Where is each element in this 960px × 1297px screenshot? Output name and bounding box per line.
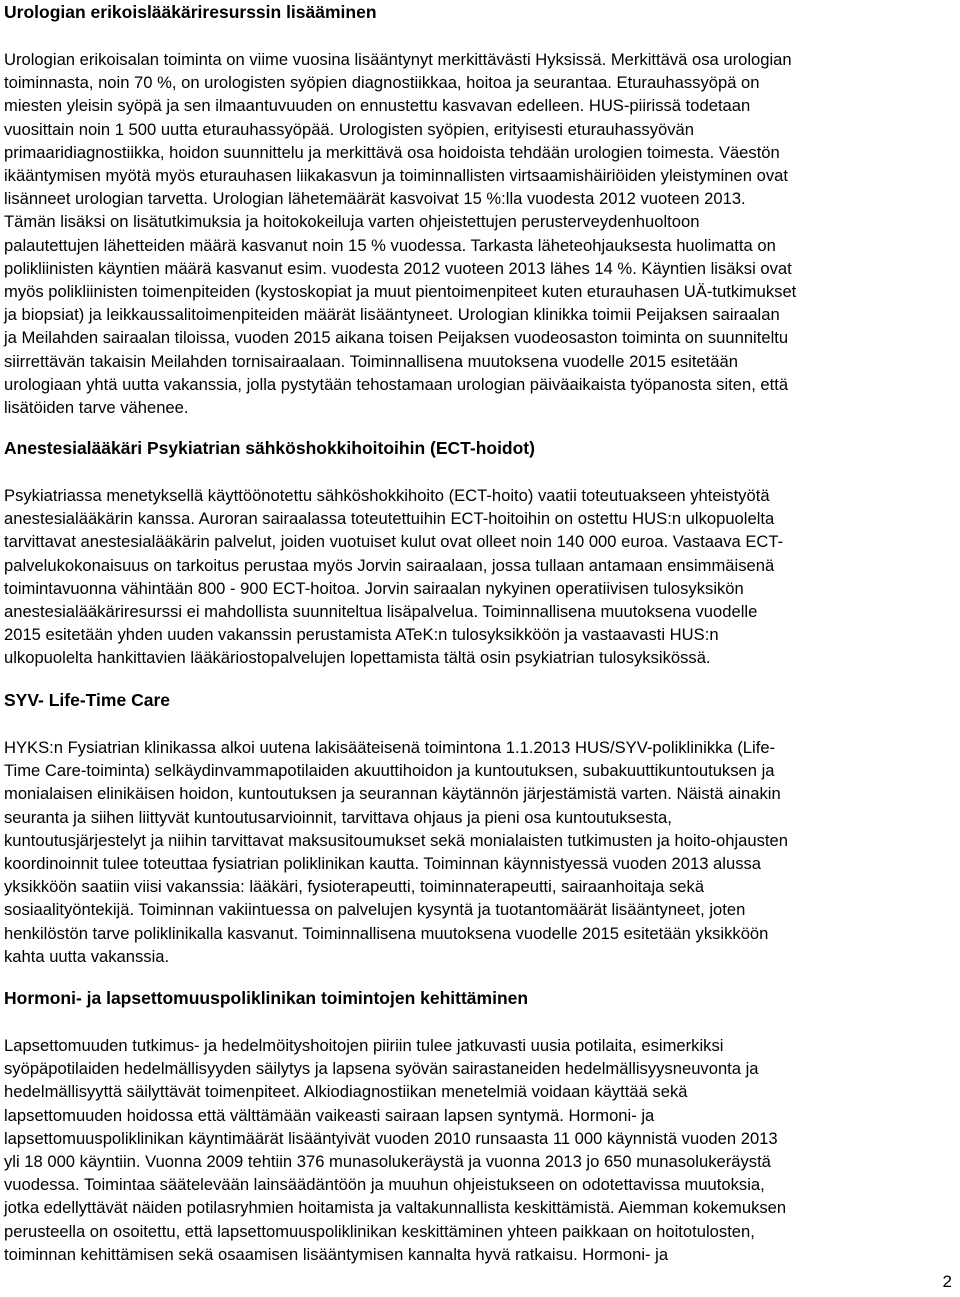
section-body-hormone [4,1034,954,1266]
text-line: lapsettomuuden hoidossa että välttämään vaikeasti sairaan lapsen syntymä. Hormoni- ja [4,1105,655,1125]
text-line: ulkopuolelta hankittavien lääkäriostopalvelujen lopettamista tältä osin psykiatrian tulosyksikössä. [4,648,711,668]
text-line: Lapsettomuuden tutkimus- ja hedelmöityshoitojen piiriin tulee jatkuvasti uusia potilaita, esimerkiksi [4,1036,724,1055]
text-line: Tämän lisäksi on lisätutkimuksia ja hoitokokeiluja varten ohjeistettujen perusterveydenhuoltoon [4,212,700,232]
text-line: lisätöiden tarve vähenee. [4,398,189,418]
text-line: Psykiatriassa menetyksellä käyttöönotettu sähköshokkihoito (ECT-hoito) vaatii toteutuakseen yhteistyötä [4,486,770,505]
text-line: polikliinisten käyntien määrä kasvanut esim. vuodesta 2012 vuoteen 2013 lähes 14 %. Käyntien lisäksi ovat [4,258,792,278]
text-line: henkilöstön tarve poliklinikalla kasvanut. Toiminnallisena muutoksena vuodelle 2015 esitetään yksikköön [4,923,769,943]
text-line: lapsettomuuspoliklinikan käyntimäärät lisääntyivät vuoden 2010 runsaasta 11 000 käynnistä vuoden 2013 [4,1128,778,1148]
text-line: anestesialääkärin kanssa. Auroran sairaalassa toteutettuihin ECT-hoitoihin on ostettu HUS:n ulkopuolelta [4,509,775,529]
text-line: HYKS:n Fysiatrian klinikassa alkoi uutena lakisääteisenä toimintona 1.1.2013 HUS/SYV-poliklinikka (Life- [4,738,776,757]
text-line: urologiaan yhtä uutta vakanssia, jolla pystytään tehostamaan urologian päiväaikaista työpanosta siten, että [4,374,789,394]
text-line: ja biopsiat) ja leikkaussalitoimenpiteiden määrät lisääntyneet. Urologian klinikka toimii Peijaksen sairaalan [4,305,780,325]
section-heading-urology: Urologian erikoislääkäriresurssin lisääminen [4,2,377,22]
section-heading-ect: Anestesialääkäri Psykiatrian sähköshokkihoitoihin (ECT-hoidot) [4,438,535,458]
text-line: hedelmällisyyttä säilyttävät toimenpiteet. Alkiodiagnostiikan menetelmiä voidaan käyttää sekä [4,1082,688,1102]
text-line: Time Care-toiminta) selkäydinvammapotilaiden akuuttihoidon ja kuntoutuksen, subakuuttikuntoutuksen ja [4,761,775,781]
text-line: toiminnan kehittämisen sekä osaamisen lisääntymisen kannalta hyvä ratkaisu. Hormoni- ja [4,1244,669,1264]
page-number: 2 [942,1272,952,1291]
section-heading-hormone: Hormoni- ja lapsettomuuspoliklinikan toimintojen kehittäminen [4,988,529,1008]
text-line: perusteella on osoitettu, että lapsettomuuspoliklinikan keskittäminen yhteen paikkaan on hoitotulosten, [4,1221,755,1241]
section-body-syv [4,736,954,968]
text-line: sosiaalityöntekijä. Toiminnan vakiintuessa on palvelujen kysyntä ja tuotantomäärät lisääntyneet, joten [4,900,746,920]
text-line: palautettujen lähetteiden määrä kasvanut noin 15 % vuodessa. Tarkasta läheteohjauksesta huolimatta on [4,235,776,255]
text-line: toiminnasta, noin 70 %, on urologisten syöpien diagnostiikkaa, hoitoa ja seurantaa. Eturauhassyöpä on [4,73,760,93]
text-line: palvelukokonaisuus on tarkoitus perustaa myös Jorvin sairaalaan, jossa tullaan antamaan ensimmäisenä [4,555,775,575]
text-line: yksikköön saatiin viisi vakanssia: lääkäri, fysioterapeutti, toiminnaterapeutti, sairaanhoitaja sekä [4,877,705,897]
text-line: anestesialääkäriresurssi ei mahdollista suunniteltua lisäpalvelua. Toiminnallisena muutoksena vuodelle [4,602,758,622]
text-line: syöpäpotilaiden hedelmällisyyden säilytys ja lapsena syövän sairastaneiden hedelmällisyysneuvonta ja [4,1059,759,1079]
text-line: ikääntymisen myötä myös eturauhasen liikakasvun ja toiminnallisten virtsaamishäiriöiden yleistyminen ovat [4,166,788,186]
text-line: primaaridiagnostiikka, hoidon suunnittelu ja merkittävä osa hoidoista tehdään urologien toimesta. Väestön [4,142,780,162]
text-line: toimintavuonna vähintään 800 - 900 ECT-hoitoa. Jorvin sairaalan nykyinen operatiivisen tulosyksikön [4,578,744,598]
text-line: vuosittain noin 1 500 uutta eturauhassyöpää. Urologisten syöpien, erityisesti eturauhassyövän [4,119,694,139]
section-heading-syv: SYV- Life-Time Care [4,690,170,710]
text-line: miesten yleisin syöpä ja sen ilmaantuvuuden on ennustettu kasvavan edelleen. HUS-piirissä todetaan [4,96,751,116]
text-line: seuranta ja siihen liittyvät kuntoutusarvioinnit, tarvittava ohjaus ja pieni osa kuntoutuksesta, [4,807,672,827]
text-line: jotka edellyttävät näiden potilasryhmien hoitamista ja valtakunnallista keskittämistä. Aiemman kokemuksen [4,1198,787,1218]
section-body-urology [4,48,954,419]
text-line: Urologian erikoisalan toiminta on viime vuosina lisääntynyt merkittävästi Hyksissä. Merkittävä osa urologian [4,50,792,69]
text-line: monialaisen elinikäisen hoidon, kuntoutuksen ja seurannan käytännön järjestämistä varten. Näistä ainakin [4,784,781,804]
text-line: 2015 esitetään yhden uuden vakanssin perustamista ATeK:n tulosyksikköön ja vastaavasti HUS:n [4,625,719,645]
text-line: kahta uutta vakanssia. [4,946,170,966]
text-line: kuntoutusjärjestelyt ja niihin tarvittavat maksusitoumukset sekä monialaisten tutkimusten ja hoito-ohjausten [4,830,788,850]
text-line: tarvittavat anestesialääkärin palvelut, joiden vuotuiset kulut ovat olleet noin 140 000 euroa. Vastaava ECT- [4,532,784,552]
text-line: ja Meilahden sairaalan tiloissa, vuoden 2015 aikana toisen Peijaksen vuodeosaston toiminta on suunniteltu [4,328,789,348]
text-line: siirrettävän takaisin Meilahden tornisairaalaan. Toiminnallisena muutoksena vuodelle 2015 esitetään [4,351,738,371]
text-line: myös polikliinisten toimenpiteiden (kystoskopiat ja muut pientoimenpiteet kuten eturauhasen UÄ-tutkimukset [4,282,797,302]
section-body-ect [4,484,954,670]
text-line: lisänneet urologian tarvetta. Urologian lähetemäärät kasvoivat 15 %:lla vuodesta 2012 vuoteen 2013. [4,189,746,209]
text-line: yli 18 000 käyntiin. Vuonna 2009 tehtiin 376 munasolukeräystä ja vuonna 2013 jo 650 munasolukeräystä [4,1152,771,1172]
text-line: koordinoinnit tulee toteuttaa fysiatrian poliklinikan kautta. Toiminnan käynnistyessä vuoden 2013 alussa [4,854,762,874]
text-line: vuodessa. Toimintaa säätelevään lainsäädäntöön ja muuhun ohjeistukseen on odotettavissa muutoksia, [4,1175,765,1195]
